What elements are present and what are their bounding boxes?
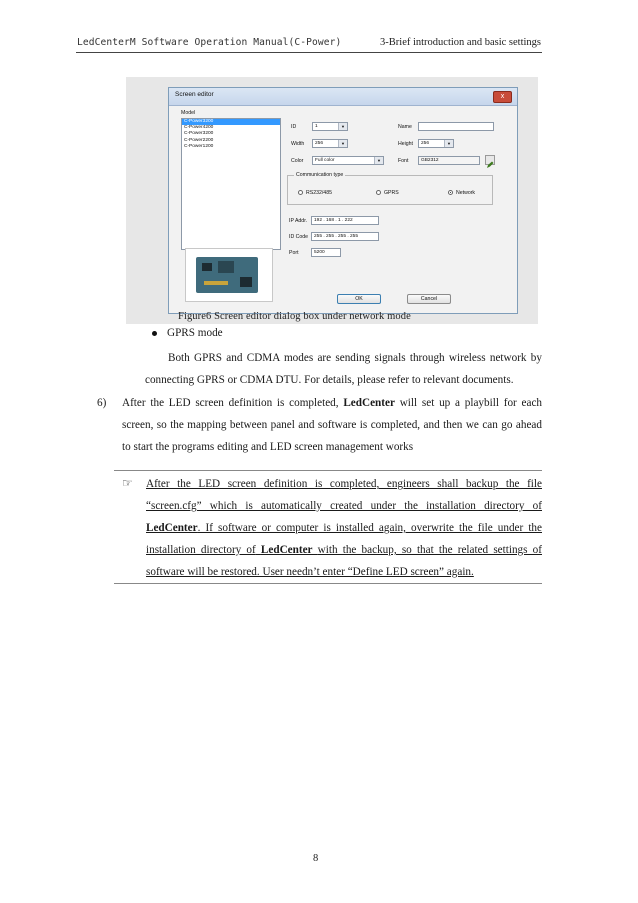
radio-network-label: Network (456, 190, 476, 196)
chevron-down-icon: ▼ (444, 140, 453, 147)
note-top-rule (114, 470, 542, 471)
pcb-connector (204, 281, 228, 285)
chevron-down-icon: ▼ (338, 140, 347, 147)
pcb-illustration (196, 257, 258, 293)
id-label: ID (291, 124, 297, 130)
model-item[interactable]: C-Power4200 (184, 125, 214, 131)
color-value: Full color (315, 158, 335, 163)
ok-button[interactable]: OK (337, 294, 381, 304)
dialog-title-bar (169, 88, 517, 106)
communication-type-label: Communication type (296, 172, 344, 178)
pcb-chip (202, 263, 212, 271)
radio-gprs[interactable] (376, 190, 381, 195)
step-number: 6) (97, 397, 107, 409)
note-line-5: software will be restored. User needn’t enter “Define LED screen” again. (146, 566, 474, 578)
height-label: Height (398, 141, 413, 147)
pcb-chip (218, 261, 234, 273)
pcb-chip (240, 277, 252, 287)
step6-line-1b: will set up a playbill for each (399, 397, 543, 409)
gprs-line-1: Both GPRS and CDMA modes are sending signals through wireless network by (168, 352, 542, 364)
ip-address-input[interactable]: 192 . 168 . 1 . 222 (311, 216, 379, 225)
width-label: Width (291, 141, 305, 147)
id-code-label: ID Code (289, 234, 309, 240)
cancel-button[interactable]: Cancel (407, 294, 451, 304)
color-label: Color (291, 158, 304, 164)
gprs-line-2: connecting GPRS or CDMA DTU. For details, please refer to relevant documents. (145, 374, 514, 386)
model-item[interactable]: C-Power2200 (184, 137, 214, 143)
font-field: GB2312 (418, 156, 480, 165)
model-label: Model (181, 110, 196, 116)
height-value: 256 (421, 141, 430, 146)
radio-rs232[interactable] (298, 190, 303, 195)
chevron-down-icon: ▼ (374, 157, 383, 164)
port-input[interactable]: 5200 (311, 248, 341, 257)
figure-caption: Figure6 Screen editor dialog box under network mode (178, 311, 411, 322)
step6-line-2: screen, so the mapping between panel and software is completed, and then we can go ahead (122, 419, 542, 431)
step6-line-3: to start the programs editing and LED screen management works (122, 441, 414, 453)
font-picker-button[interactable] (485, 155, 495, 165)
height-select[interactable] (418, 139, 454, 148)
close-icon[interactable]: x (493, 91, 512, 103)
width-value: 256 (315, 141, 324, 146)
note-line-2: “screen.cfg” which is automatically created under the installation directory of (146, 500, 542, 512)
running-header-title: LedCenterM Software Operation Manual(C-Power) (77, 37, 342, 48)
note-bottom-rule (114, 583, 542, 584)
model-item[interactable]: C-Power3200 (182, 119, 280, 125)
note-line-4b: with the backup, so that the related settings of (317, 544, 542, 556)
model-item[interactable]: C-Power3200 (184, 131, 214, 137)
color-select[interactable] (312, 156, 384, 165)
running-header-section: 3-Brief introduction and basic settings (380, 37, 541, 48)
note-line-4 (146, 544, 542, 556)
radio-gprs-label: GPRS (384, 190, 399, 196)
product-name: LedCenter (260, 544, 313, 556)
pen-icon (486, 161, 494, 169)
product-name: LedCenter (146, 522, 198, 534)
header-rule (76, 52, 542, 53)
name-input[interactable] (418, 122, 494, 131)
chevron-down-icon: ▼ (338, 123, 347, 130)
note-line-4a: installation directory of (146, 544, 256, 556)
gprs-heading: GPRS mode (167, 327, 223, 339)
radio-rs232-label: RS232/485 (306, 190, 332, 196)
note-line-1: After the LED screen definition is completed, engineers shall backup the file (146, 478, 542, 490)
id-select[interactable] (312, 122, 348, 131)
pointing-hand-icon: ☞ (122, 476, 133, 490)
name-label: Name (398, 124, 412, 130)
dialog-title: Screen editor (175, 91, 214, 98)
ip-address-label: IP Addr. (289, 218, 308, 224)
controller-board-image (185, 248, 273, 302)
width-select[interactable] (312, 139, 348, 148)
id-value: 1 (315, 124, 318, 129)
model-list[interactable] (181, 118, 281, 250)
radio-network[interactable] (448, 190, 453, 195)
note-line-3-rest: . If software or computer is installed again, overwrite the file under the (197, 522, 542, 534)
step6-line-1a: After the LED screen definition is completed, (122, 397, 339, 409)
product-name: LedCenter (343, 397, 395, 409)
communication-type-group (287, 172, 493, 205)
port-label: Port (289, 250, 299, 256)
model-item[interactable]: C-Power1200 (184, 143, 214, 149)
step6-line-1 (122, 397, 542, 409)
page-number: 8 (313, 853, 319, 864)
screen-editor-dialog (168, 87, 518, 314)
font-label: Font (398, 158, 409, 164)
note-line-3 (146, 522, 542, 534)
bullet-icon (152, 331, 157, 336)
id-code-input[interactable]: 255 . 255 . 255 . 255 (311, 232, 379, 241)
